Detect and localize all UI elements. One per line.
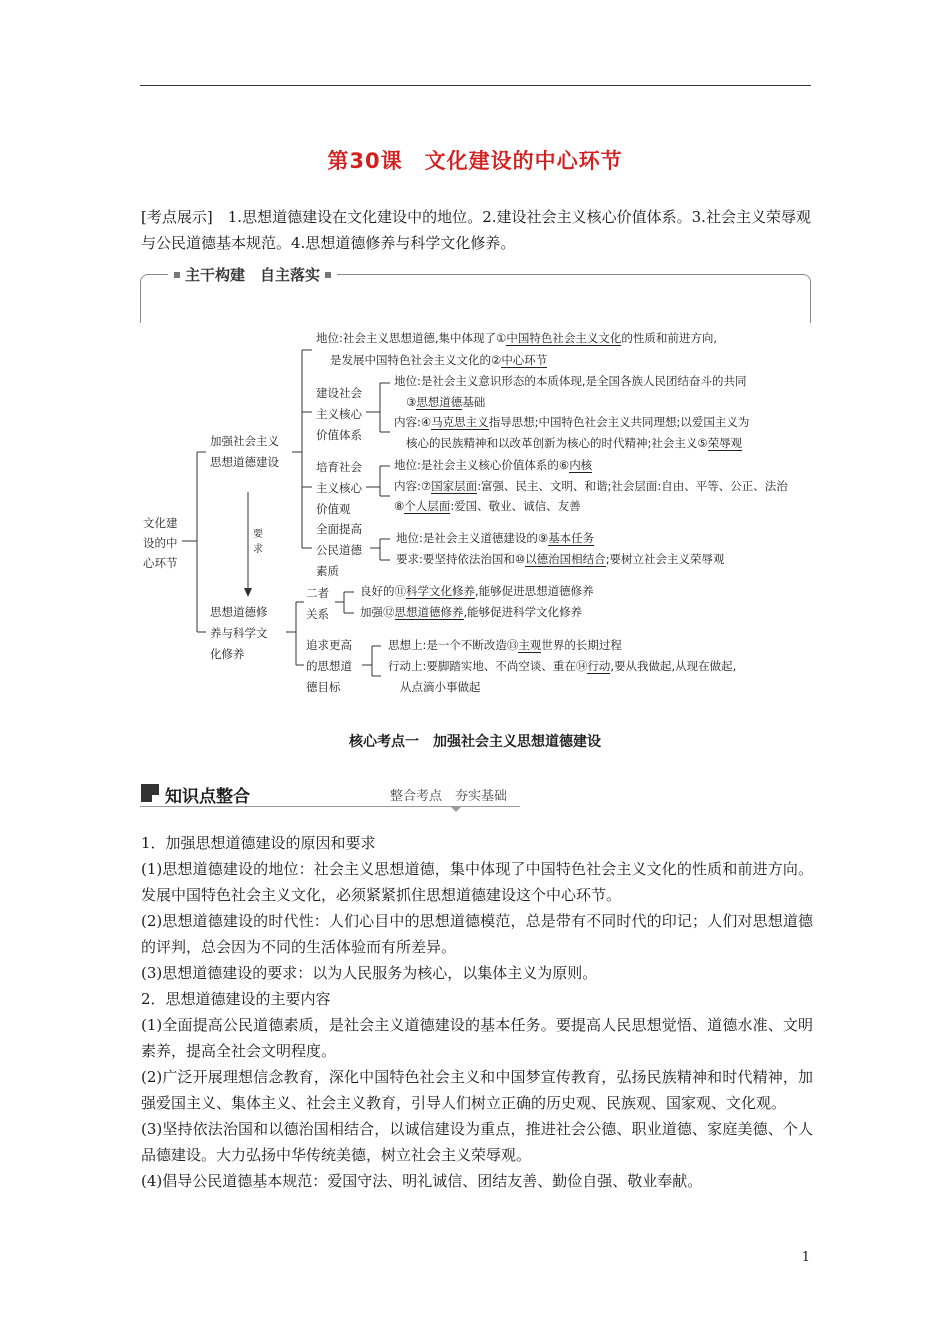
tree-position-line-1: 地位:社会主义思想道德,集中体现了①中国特色社会主义文化的性质和前进方向, xyxy=(316,331,717,345)
knowledge-subtitle: 整合考点 夯实基础 xyxy=(390,789,508,804)
tree-branch-moral-construction: 加强社会主义 思想道德建设 xyxy=(210,434,279,469)
page-number: 1 xyxy=(801,1250,810,1265)
tree-cu-content-1: 内容:⑦国家层面:富强、民主、文明、和谐;社会层面:自由、平等、公正、法治 xyxy=(394,479,788,493)
tree-position-line-2: 是发展中国特色社会主义文化的②中心环节 xyxy=(330,353,548,367)
body-paragraph: (1)全面提高公民道德素质，是社会主义道德建设的基本任务。要提高人民思想觉悟、道德水准、文明素养，提高全社会文明程度。 xyxy=(141,1016,813,1060)
knowledge-rule xyxy=(140,806,520,807)
tree-civic-morality: 全面提高 公民道德 素质 xyxy=(316,522,362,578)
tree-relation-2: 加强⑫思想道德修养,能够促进科学文化修养 xyxy=(360,605,583,619)
body-paragraph: (2)思想道德建设的时代性：人们心目中的思想道德模范，总是带有不同时代的印记；人们对思想道德的评判，总会因为不同的生活体验而有所差异。 xyxy=(141,912,813,956)
lesson-number: 第30课 xyxy=(327,149,403,173)
body-paragraph: (3)思想道德建设的要求：以为人民服务为核心，以集体主义为原则。 xyxy=(141,964,598,982)
tree-core-value-system: 建设社会 主义核心 价值体系 xyxy=(316,386,362,442)
section-square-icon xyxy=(141,784,159,802)
tree-branch-cultivation: 思想道德修 养与科学文 化修养 xyxy=(210,605,268,661)
tree-ci-position: 地位:是社会主义道德建设的⑨基本任务 xyxy=(396,531,595,545)
core-point-heading: 核心考点一 加强社会主义思想道德建设 xyxy=(349,734,601,750)
tree-requirement-label: 要 求 xyxy=(253,529,263,555)
tree-cv-position-1: 地位:是社会主义意识形态的本质体现,是全国各族人民团结奋斗的共同 xyxy=(394,374,747,388)
tree-cv-content-2: 核心的民族精神和以改革创新为核心的时代精神;社会主义⑤荣辱观 xyxy=(406,436,743,450)
body-paragraph: 1．加强思想道德建设的原因和要求 xyxy=(141,834,376,852)
tree-goal-1: 思想上:是一个不断改造⑬主观世界的长期过程 xyxy=(388,638,622,652)
knowledge-title: 知识点整合 xyxy=(165,787,250,807)
tree-relation: 二者 关系 xyxy=(306,586,329,621)
tree-ci-requirement: 要求:要坚持依法治国和⑩以德治国相结合;要树立社会主义荣辱观 xyxy=(396,552,725,566)
body-paragraph: (2)广泛开展理想信念教育，深化中国特色社会主义和中国梦宣传教育，弘扬民族精神和时代精神，加强爱国主义、集体主义、社会主义教育，引导人们树立正确的历史观、民族观、国家观、文化观。 xyxy=(141,1068,813,1112)
body-paragraph: 2．思想道德建设的主要内容 xyxy=(141,990,331,1008)
tree-cv-position-2: ③思想道德基础 xyxy=(406,395,486,409)
tree-core-values: 培育社会 主义核心 价值观 xyxy=(316,460,362,516)
tree-cu-position: 地位:是社会主义核心价值体系的⑥内核 xyxy=(394,458,593,472)
body-paragraph: (1)思想道德建设的地位：社会主义思想道德，集中体现了中国特色社会主义文化的性质和前进方向。发展中国特色社会主义文化，必须紧紧抓住思想道德建设这个中心环节。 xyxy=(141,860,813,904)
tree-goal-3: 从点滴小事做起 xyxy=(400,680,481,694)
tree-goal-2: 行动上:要脚踏实地、不尚空谈、重在⑭行动,要从我做起,从现在做起, xyxy=(388,659,737,673)
tree-root: 文化建 设的中 心环节 xyxy=(143,516,178,570)
lesson-name: 文化建设的中心环节 xyxy=(424,149,623,173)
body-paragraph: (4)倡导公民道德基本规范：爱国守法、明礼诚信、团结友善、勤俭自强、敬业奉献。 xyxy=(141,1172,703,1190)
tree-goal: 追求更高 的思想道 德目标 xyxy=(306,638,352,694)
exam-points: [考点展示] 1.思想道德建设在文化建设中的地位。2.建设社会主义核心价值体系。3.社会主义荣辱观与公民道德基本规范。4.思想道德修养与科学文化修养。 xyxy=(141,208,811,252)
body-text xyxy=(141,830,813,1194)
body-paragraph: (3)坚持依法治国和以德治国相结合，以诚信建设为重点，推进社会公德、职业道德、家庭美德、个人品德建设。大力弘扬中华传统美德，树立社会主义荣辱观。 xyxy=(141,1120,813,1164)
rule-notch-icon xyxy=(450,806,462,812)
tree-cv-content-1: 内容:④马克思主义指导思想;中国特色社会主义共同理想;以爱国主义为 xyxy=(394,415,750,429)
tree-relation-1: 良好的⑪科学文化修养,能够促进思想道德修养 xyxy=(360,584,594,598)
tree-cu-content-2: ⑧个人层面:爱国、敬业、诚信、友善 xyxy=(394,499,581,513)
section-box-title: 主干构建 自主落实 xyxy=(168,264,337,285)
